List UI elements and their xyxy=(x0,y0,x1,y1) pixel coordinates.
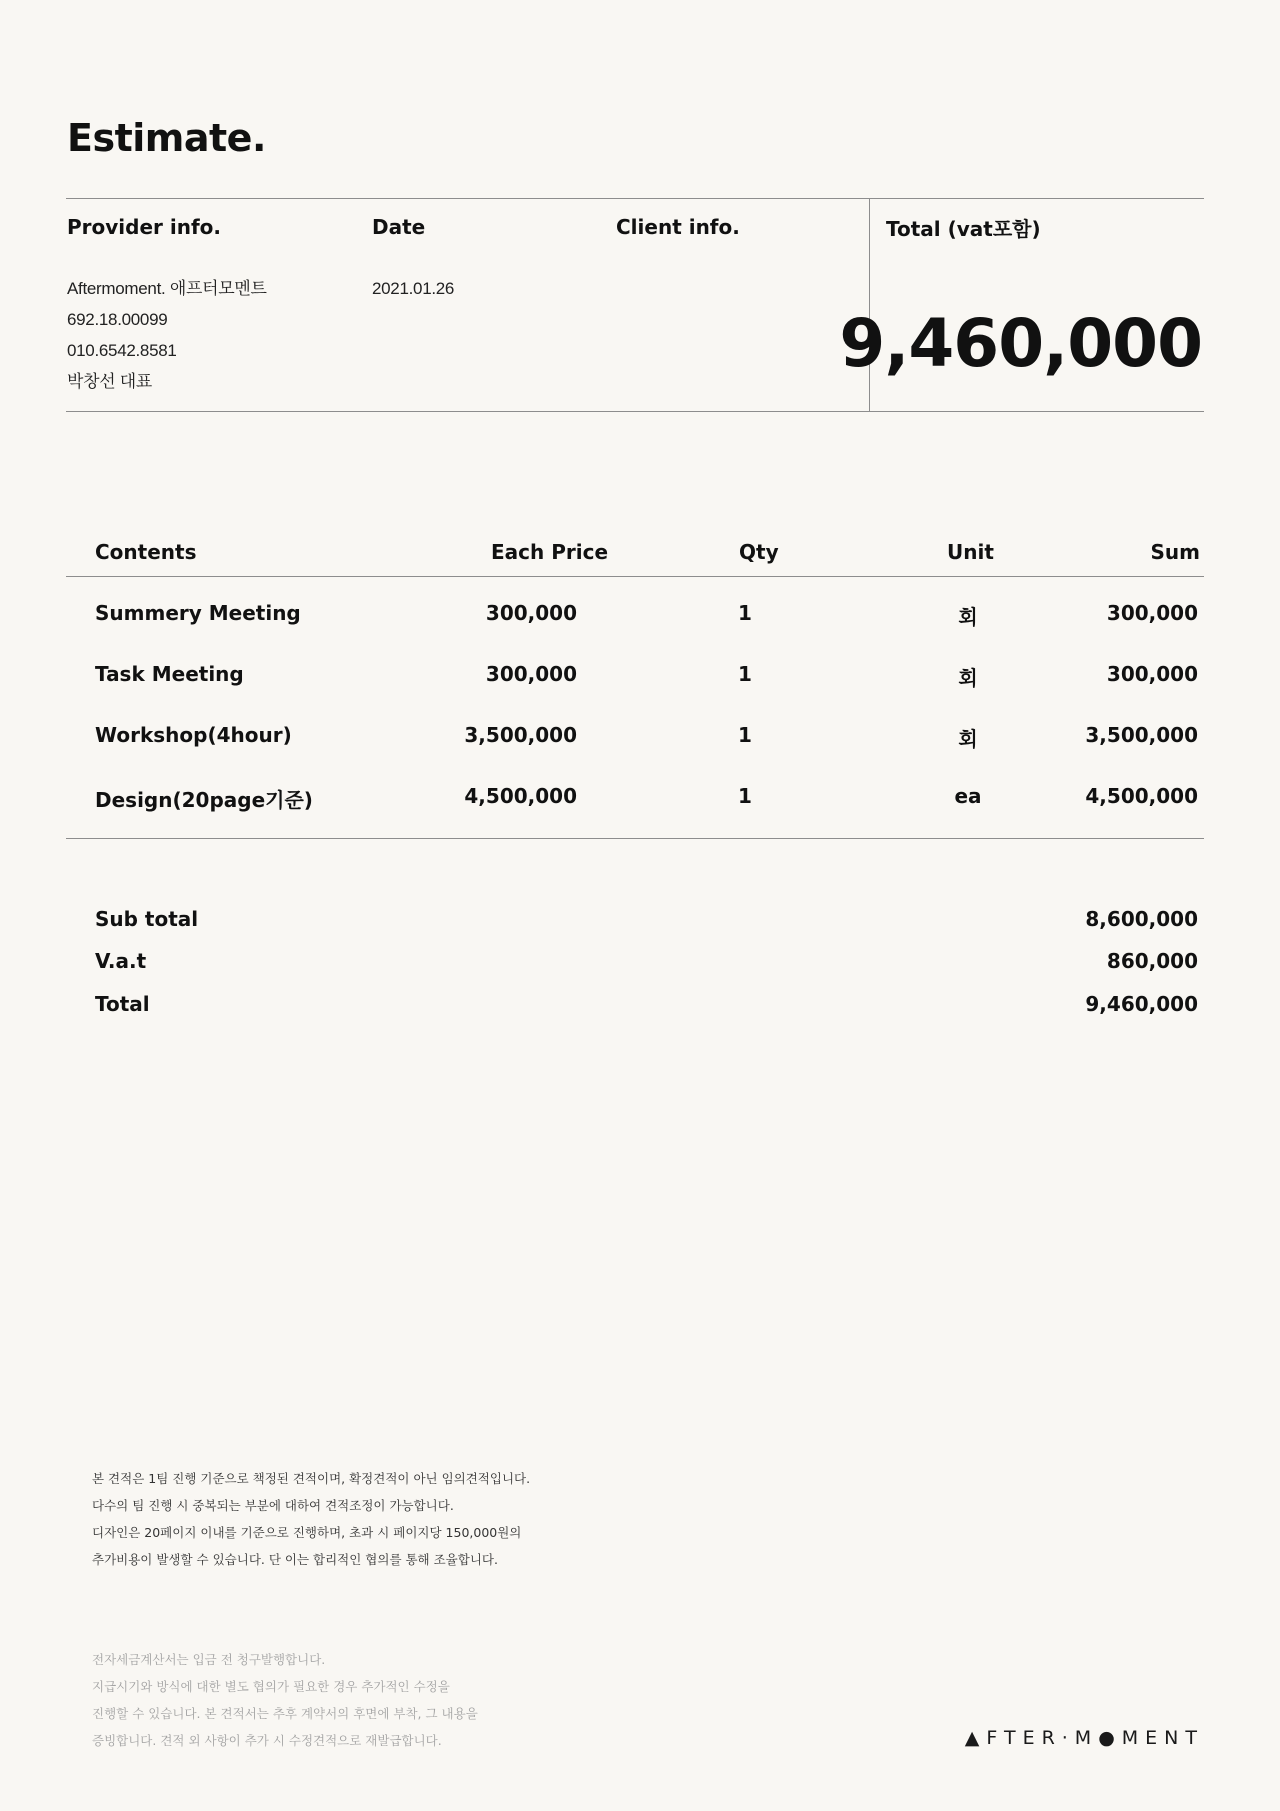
vat-value: 860,000 xyxy=(1106,949,1198,973)
provider-business-number: 692.18.00099 xyxy=(67,310,168,329)
note-line: 지급시기와 방식에 대한 별도 협의가 필요한 경우 추가적인 수정을 xyxy=(92,1679,450,1694)
note-line: 디자인은 20페이지 이내를 기준으로 진행하며, 초과 시 페이지당 150,000원의 xyxy=(92,1525,522,1540)
provider-info-label: Provider info. xyxy=(67,215,221,239)
row-unit: 회 xyxy=(958,605,978,629)
column-header-each-price: Each Price xyxy=(491,540,609,564)
row-qty: 1 xyxy=(738,723,752,747)
provider-info xyxy=(67,273,267,397)
page-title: Estimate. xyxy=(67,116,266,160)
divider-top xyxy=(66,198,1204,199)
vat-label: V.a.t xyxy=(95,949,147,973)
column-header-unit: Unit xyxy=(947,540,994,564)
table-row xyxy=(0,662,1280,698)
provider-phone: 010.6542.8581 xyxy=(67,341,177,360)
table-row xyxy=(0,784,1280,820)
total-label-summary: Total xyxy=(95,992,150,1016)
row-content: Task Meeting xyxy=(95,662,244,686)
note-line: 추가비용이 발생할 수 있습니다. 단 이는 합리적인 협의를 통해 조율합니다. xyxy=(92,1552,498,1567)
row-content: Workshop(4hour) xyxy=(95,723,292,747)
column-header-contents: Contents xyxy=(95,540,197,564)
date-value: 2021.01.26 xyxy=(372,279,455,298)
table-row xyxy=(0,723,1280,759)
column-header-sum: Sum xyxy=(1150,540,1200,564)
row-sum: 300,000 xyxy=(1106,601,1198,625)
row-sum: 300,000 xyxy=(1106,662,1198,686)
provider-name: Aftermoment. 애프터모멘트 xyxy=(67,279,267,298)
note-line: 전자세금계산서는 입금 전 청구발행합니다. xyxy=(92,1652,326,1667)
row-unit: 회 xyxy=(958,666,978,690)
row-content: Design(20page기준) xyxy=(95,788,313,812)
note-line: 다수의 팀 진행 시 중복되는 부분에 대하여 견적조정이 가능합니다. xyxy=(92,1498,454,1513)
row-each-price: 3,500,000 xyxy=(464,723,577,747)
row-each-price: 4,500,000 xyxy=(464,784,577,808)
divider-header-bottom xyxy=(66,411,1204,412)
total-value-summary: 9,460,000 xyxy=(1085,992,1198,1016)
row-unit: 회 xyxy=(958,727,978,751)
note-line: 진행할 수 있습니다. 본 견적서는 추후 계약서의 후면에 부착, 그 내용을 xyxy=(92,1706,478,1721)
row-content: Summery Meeting xyxy=(95,601,301,625)
subtotal-value: 8,600,000 xyxy=(1085,907,1198,931)
row-qty: 1 xyxy=(738,601,752,625)
row-qty: 1 xyxy=(738,784,752,808)
estimate-notes xyxy=(92,1465,530,1573)
row-each-price: 300,000 xyxy=(485,662,577,686)
payment-notes xyxy=(92,1646,478,1754)
aftermoment-logo: ▲FTER·M●MENT xyxy=(964,1727,1204,1749)
column-header-qty: Qty xyxy=(739,540,779,564)
date-label: Date xyxy=(372,215,426,239)
grand-total-value: 9,460,000 xyxy=(839,305,1202,382)
row-sum: 4,500,000 xyxy=(1085,784,1198,808)
note-line: 증빙합니다. 견적 외 사항이 추가 시 수정견적으로 재발급합니다. xyxy=(92,1733,442,1748)
client-info-label: Client info. xyxy=(616,215,740,239)
row-qty: 1 xyxy=(738,662,752,686)
row-each-price: 300,000 xyxy=(485,601,577,625)
row-unit: ea xyxy=(954,784,982,808)
subtotal-label: Sub total xyxy=(95,907,199,931)
divider-table-header xyxy=(66,576,1204,577)
row-sum: 3,500,000 xyxy=(1085,723,1198,747)
provider-representative: 박창선 대표 xyxy=(67,372,153,391)
total-label: Total (vat포함) xyxy=(886,217,1041,241)
divider-table-bottom xyxy=(66,838,1204,839)
note-line: 본 견적은 1팀 진행 기준으로 책정된 견적이며, 확정견적이 아닌 임의견적입니다. xyxy=(92,1471,531,1486)
table-row xyxy=(0,601,1280,637)
